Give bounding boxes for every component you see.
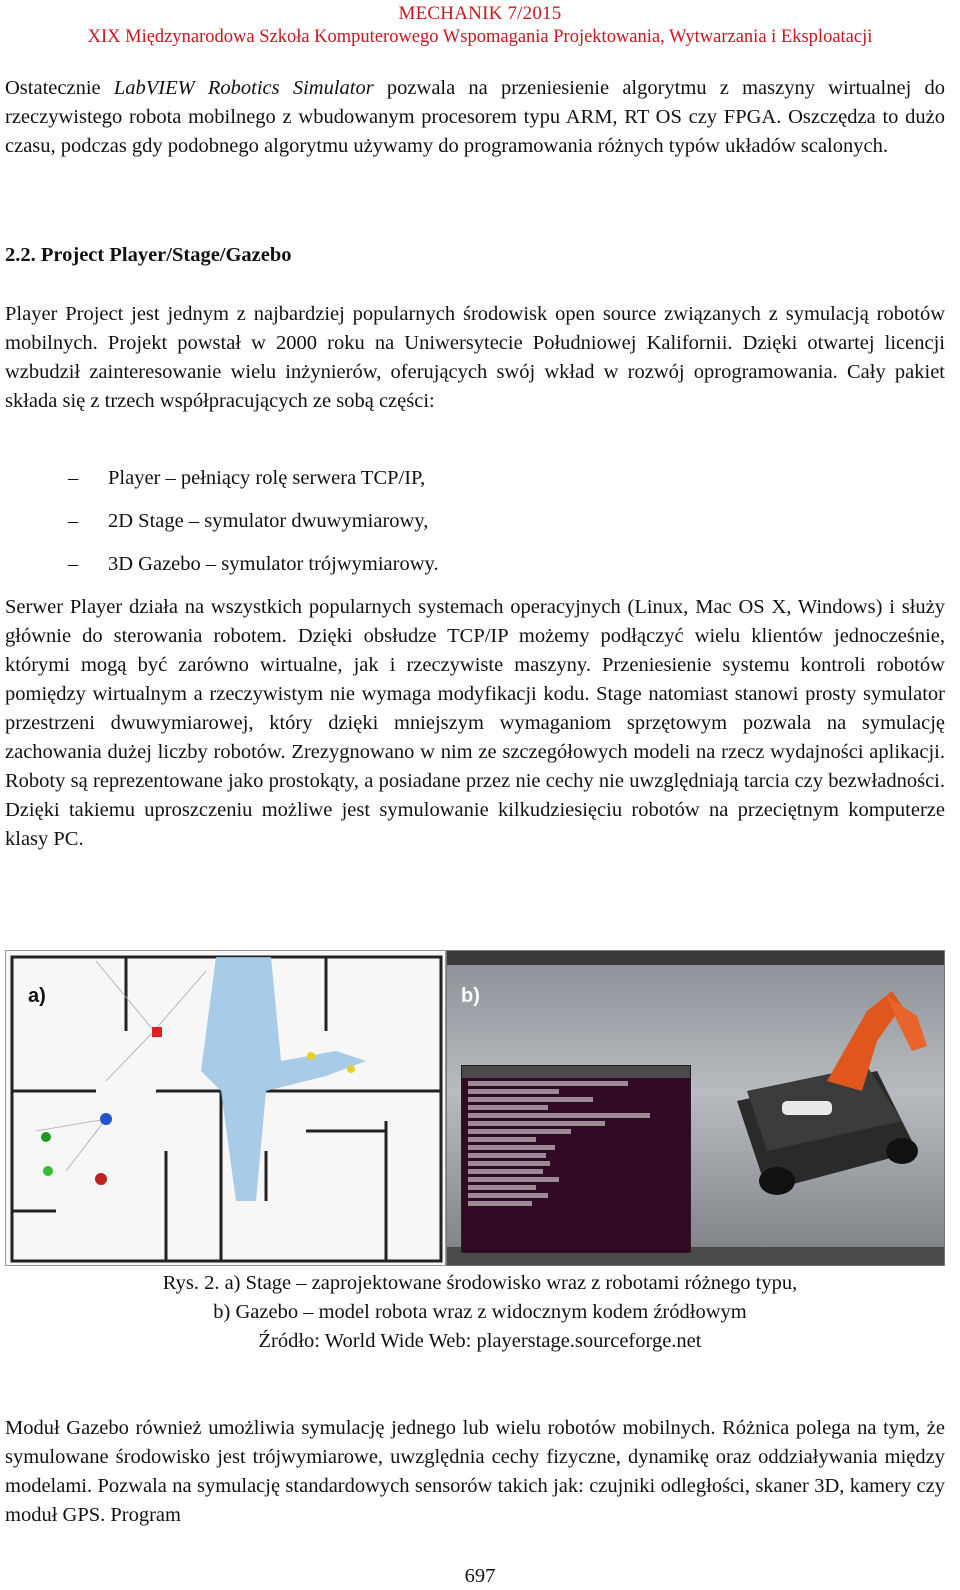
list-item xyxy=(68,550,439,593)
paragraph-labview xyxy=(5,74,945,161)
list-item-text: Player – pełniący rolę serwera TCP/IP, xyxy=(108,467,426,489)
list-item-text: 3D Gazebo – symulator trójwymiarowy. xyxy=(108,553,439,575)
figure-label-a: a) xyxy=(28,985,46,1007)
paragraph-gazebo: Moduł Gazebo również umożliwia symulację jednego lub wielu robotów mobilnych. Różnica polega na tym, że symulowane środowisko jest trójwymiarowe, uwzględnia cechy fizyczne, dynamikę oraz oddziaływania między modelami. Pozwala na symulację standardowych sensorów takich jak: czujniki odległości, skaner 3D, kamery czy moduł GPS. Program xyxy=(5,1417,945,1526)
list-dash: – xyxy=(68,553,79,575)
list-dash: – xyxy=(68,510,79,532)
journal-header: MECHANIK 7/2015 xyxy=(398,3,562,24)
component-list xyxy=(68,464,439,593)
figure-source: Źródło: World Wide Web: playerstage.sourceforge.net xyxy=(258,1330,702,1352)
stage-map-drawing xyxy=(6,951,446,1266)
terminal-titlebar xyxy=(462,1066,690,1078)
labview-title: LabVIEW Robotics Simulator xyxy=(113,77,374,99)
figure-2 xyxy=(5,950,945,1266)
paragraph-player-project: Player Project jest jednym z najbardziej popularnych środowisk open source związanych z symulacją robotów mobilnych. Projekt powstał w 2000 roku na Uniwersytecie Południowej Kalifornii. Dzięki otwartej licencji wzbudził zainteresowanie wielu inżynierów, oferujących swój wkład w rozwój oprogramowania. Cały pakiet składa się z trzech współpracujących ze sobą części: xyxy=(5,303,945,412)
list-item-text: 2D Stage – symulator dwuwymiarowy, xyxy=(108,510,429,532)
paragraph-lead: Ostatecznie xyxy=(5,77,114,99)
paragraph-player-server: Serwer Player działa na wszystkich popularnych systemach operacyjnych (Linux, Mac OS X, Windows) i służy głównie do sterowania robotem. Dzięki obsłudze TCP/IP możemy podłączyć wielu klientów jednocześnie, którymi mogą być zarówno wirtualne, jak i rzeczywiste maszyny. Przeniesienie systemu kontroli robotów pomiędzy wirtualnym a rzeczywistym nie wymaga modyfikacji kodu. Stage natomiast stanowi prosty symulator przestrzeni dwuwymiarowej, który dzięki mniejszym wymaganiom sprzętowym pozwala na symulację zachowania dużej liczby robotów. Zrezygnowano w nim ze szczegółowych modeli na rzecz wydajności aplikacji. Roboty są reprezentowane jako prostokąty, a posiadane przez nie cechy nie uwzględniają tarcia czy bezwładności. Dzięki takiemu uproszczeniu możliwe jest symulowanie kilkudziesięciu robotów na przeciętnym komputerze klasy PC. xyxy=(5,596,945,850)
figure-caption-line2: b) Gazebo – model robota wraz z widocznym kodem źródłowym xyxy=(213,1301,747,1323)
list-item xyxy=(68,507,439,550)
figure-label-b: b) xyxy=(461,985,480,1007)
section-heading: 2.2. Project Player/Stage/Gazebo xyxy=(5,244,292,266)
page-number: 697 xyxy=(464,1565,496,1587)
paragraph-rest: pozwala na przeniesienie algorytmu z maszyny wirtualnej do rzeczywistego robota mobilnego z wbudowanym procesorem typu ARM, RT OS czy FPGA. Oszczędza to dużo czasu, podczas gdy podobnego algorytmu używamy do programowania różnych typów układów scalonych. xyxy=(5,77,945,157)
school-header: XIX Międzynarodowa Szkoła Komputerowego Wspomagania Projektowania, Wytwarzania i Eksploatacji xyxy=(87,27,873,47)
list-dash: – xyxy=(68,467,79,489)
stage-screenshot xyxy=(5,950,446,1266)
figure-caption-line1: Rys. 2. a) Stage – zaprojektowane środowisko wraz z robotami różnego typu, xyxy=(162,1272,798,1294)
gazebo-screenshot xyxy=(446,950,945,1266)
list-item xyxy=(68,464,439,507)
terminal-window xyxy=(461,1065,691,1253)
